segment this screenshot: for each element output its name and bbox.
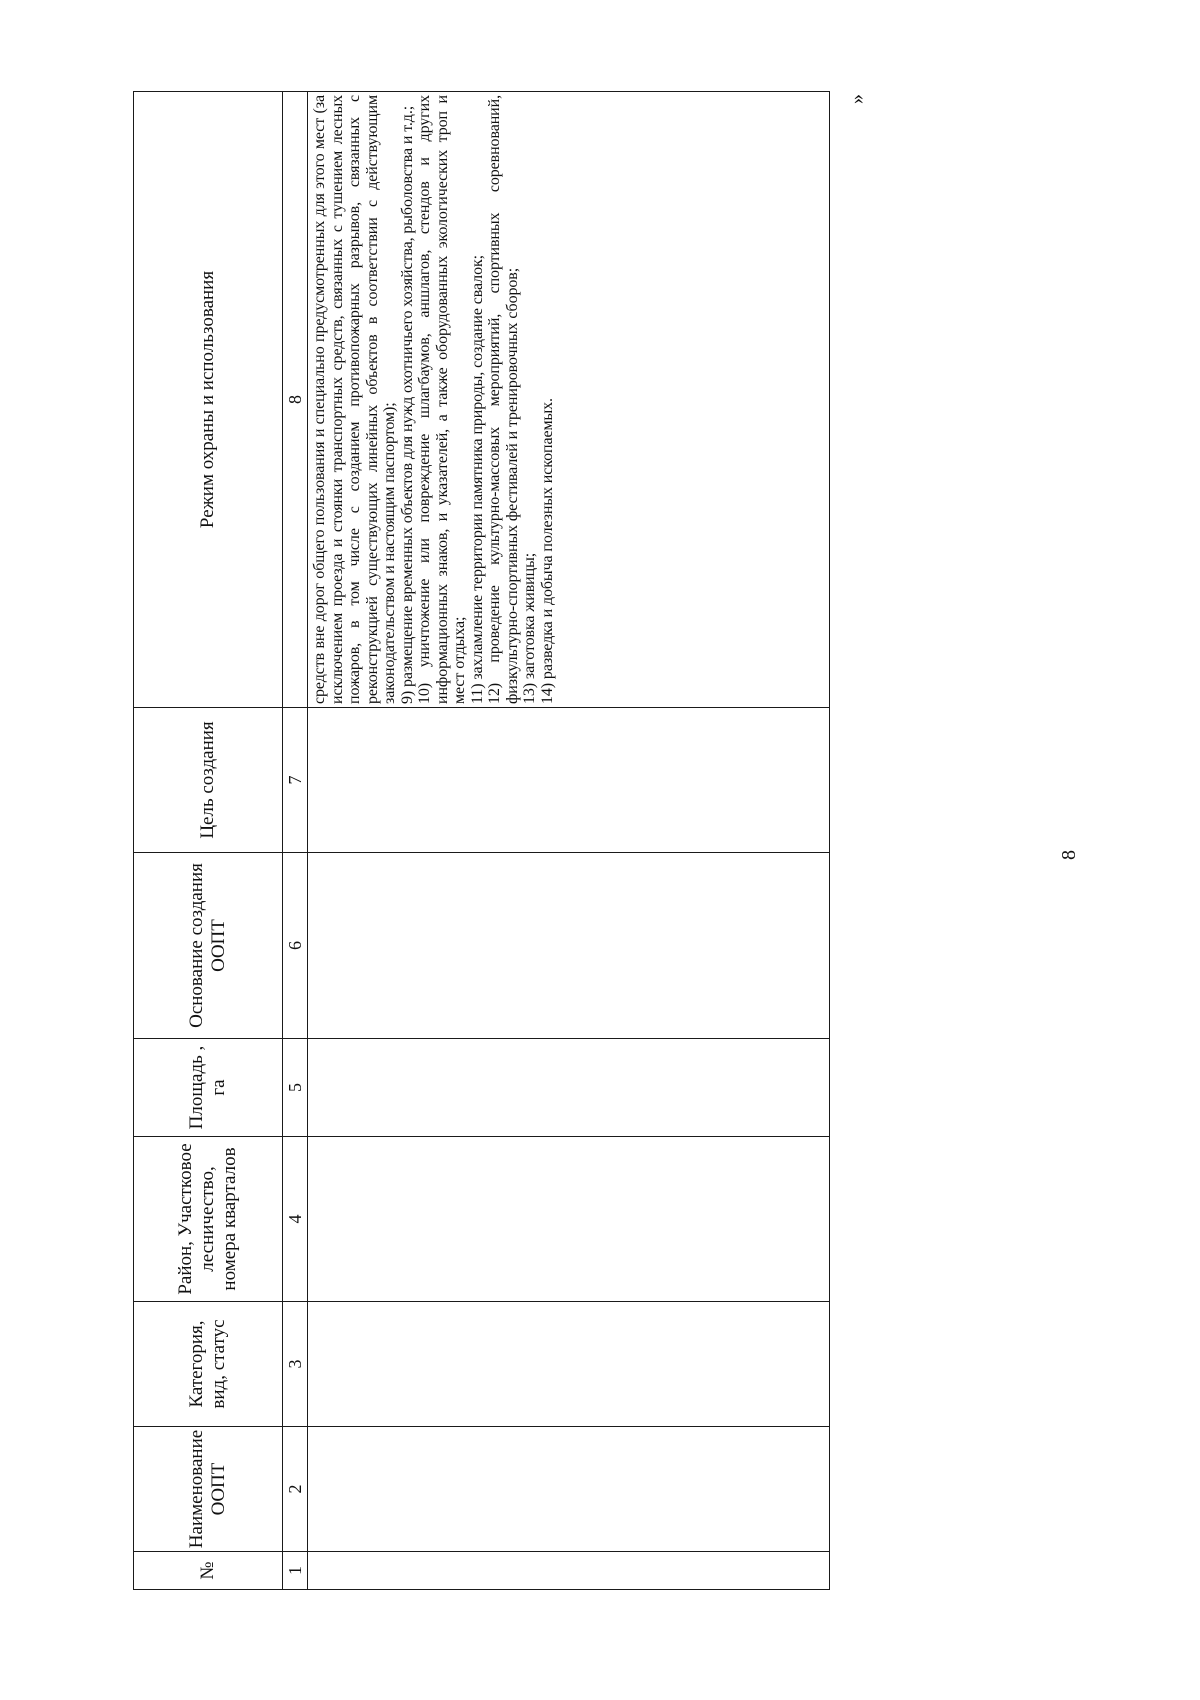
column-number: 7: [283, 708, 308, 853]
cell-purpose: [308, 708, 830, 853]
regime-item: 13) заготовка живицы;: [521, 552, 538, 704]
header-district: Район, Участковое лесничество, номера кварталов: [134, 1137, 283, 1302]
regime-item: 10) уничтожение или повреждение шлагбаумов, аншлагов, стендов и других информационных знаков, и указателей, а также оборудованных экологических троп и мест отдыха;: [416, 95, 468, 704]
column-number: 4: [283, 1137, 308, 1302]
header-area: Площадь , га: [134, 1039, 283, 1137]
header-name: Наименование ООПТ: [134, 1427, 283, 1552]
column-number: 3: [283, 1302, 308, 1427]
header-category: Категория, вид, статус: [134, 1302, 283, 1427]
column-number: 6: [283, 853, 308, 1039]
cell-category: [308, 1302, 830, 1427]
header-row: [134, 92, 283, 1590]
cell-basis: [308, 853, 830, 1039]
table-row: [308, 92, 830, 1590]
cell-number: [308, 1552, 830, 1590]
cell-area: [308, 1039, 830, 1137]
regime-text: [308, 92, 556, 707]
header-basis: Основание создания ООПТ: [134, 853, 283, 1039]
column-number: 2: [283, 1427, 308, 1552]
header-number: №: [134, 1552, 283, 1590]
column-number: 5: [283, 1039, 308, 1137]
oopt-table: [133, 91, 830, 1590]
cell-regime: [308, 92, 830, 708]
cell-name: [308, 1427, 830, 1552]
column-number: 8: [283, 92, 308, 708]
column-number-row: [283, 92, 308, 1590]
page-number: 8: [1058, 850, 1080, 860]
header-regime: Режим охраны и использования: [134, 92, 283, 708]
closing-quote: »: [846, 94, 868, 104]
column-number: 1: [283, 1552, 308, 1590]
regime-item: 11) захламление территории памятника природы, создание свалок;: [468, 255, 486, 704]
header-purpose: Цель создания: [134, 708, 283, 853]
regime-item: 14) разведка и добыча полезных ископаемых.: [538, 398, 556, 704]
regime-item: средств вне дорог общего пользования и специально предусмотренных для этого мест (за исключением проезда и стоянки транспортных средств, связанных с тушением лесных пожаров, в том числе с созданием противопожарных разрывов, связанных с реконструкцией существующих линейных объектов в соответствии с действующим законодательством и настоящим паспортом);: [311, 95, 398, 704]
regime-item: 9) размещение временных объектов для нужд охотничьего хозяйства, рыболовства и т.д.;: [398, 105, 416, 704]
regime-item: 12) проведение культурно-массовых мероприятий, спортивных соревнований, физкультурно-спортивных фестивалей и тренировочных сборов;: [486, 95, 521, 704]
cell-district: [308, 1137, 830, 1302]
